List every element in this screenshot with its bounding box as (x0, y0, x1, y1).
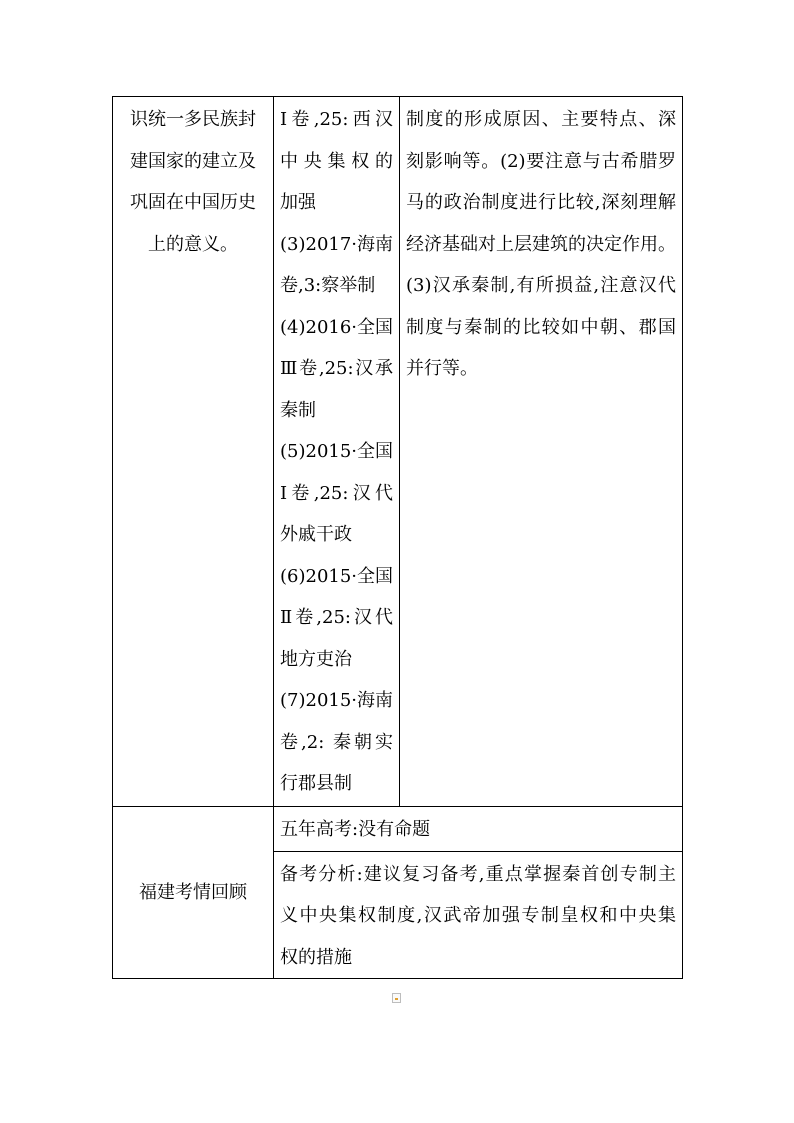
analysis-line: 备考分析:建议复习备考,重点掌握秦首创专制主 (280, 863, 677, 885)
analysis-line: 权的措施 (280, 946, 352, 968)
fujian-review-label: 福建考情回顾 (113, 807, 274, 979)
exam-reference-line: (6)2015·全国 (280, 565, 394, 587)
exam-reference-line: (5)2015·全国 (280, 441, 394, 462)
exam-reference-line: Ⅲ卷,25:汉承 (280, 358, 394, 379)
guidance-line: 制度的形成原因、主要特点、深 (406, 109, 677, 130)
exam-analysis-cell (274, 851, 683, 979)
review-guidance-cell (400, 97, 683, 807)
requirement-line: 识统一多民族封 (130, 109, 256, 130)
requirement-line: 巩固在中国历史 (130, 192, 256, 213)
exam-reference-line: (3)2017·海南 (280, 233, 394, 255)
guidance-line: 并行等。 (406, 358, 479, 379)
exam-reference-line: (4)2016·全国 (280, 316, 394, 338)
exam-reference-line: 卷,3:察举制 (280, 275, 376, 296)
five-year-exam-cell (274, 807, 683, 852)
exam-reference-line: 中央集权的 (280, 150, 394, 172)
table-row-fujian-exam (113, 807, 683, 852)
exam-reference-line: 卷,2: 秦朝实 (280, 731, 394, 753)
requirement-cell (113, 97, 274, 807)
guidance-line: 制度与秦制的比较如中朝、郡国 (406, 316, 677, 338)
guidance-line: 马的政治制度进行比较,深刻理解 (406, 192, 677, 213)
table-row-knowledge (113, 97, 683, 807)
exam-reference-line: 加强 (280, 192, 316, 213)
exam-reference-line: Ⅱ卷,25:汉代 (280, 607, 394, 628)
guidance-line: (3)汉承秦制,有所损益,注意汉代 (406, 275, 677, 296)
exam-references-cell (274, 97, 400, 807)
exam-reference-line: Ⅰ卷,25:西汉 (280, 109, 394, 130)
exam-reference-line: 外戚干政 (280, 524, 352, 545)
guidance-line: 刻影响等。(2)要注意与古希腊罗 (406, 150, 677, 172)
guidance-line: 经济基础对上层建筑的决定作用。 (406, 233, 677, 255)
exam-reference-line: 地方吏治 (280, 648, 352, 670)
analysis-line: 义中央集权制度,汉武帝加强专制皇权和中央集 (280, 905, 677, 926)
exam-reference-line: (7)2015·海南 (280, 690, 394, 711)
exam-reference-line: 行郡县制 (280, 773, 352, 794)
broken-image-icon (392, 993, 401, 1003)
exam-reference-line: Ⅰ卷,25:汉代 (280, 482, 394, 504)
requirement-line: 上的意义。 (148, 233, 238, 255)
exam-reference-line: 秦制 (280, 399, 316, 421)
history-exam-table (112, 96, 683, 979)
requirement-line: 建国家的建立及 (130, 150, 256, 172)
five-year-exam-text: 五年高考:没有命题 (280, 819, 431, 840)
